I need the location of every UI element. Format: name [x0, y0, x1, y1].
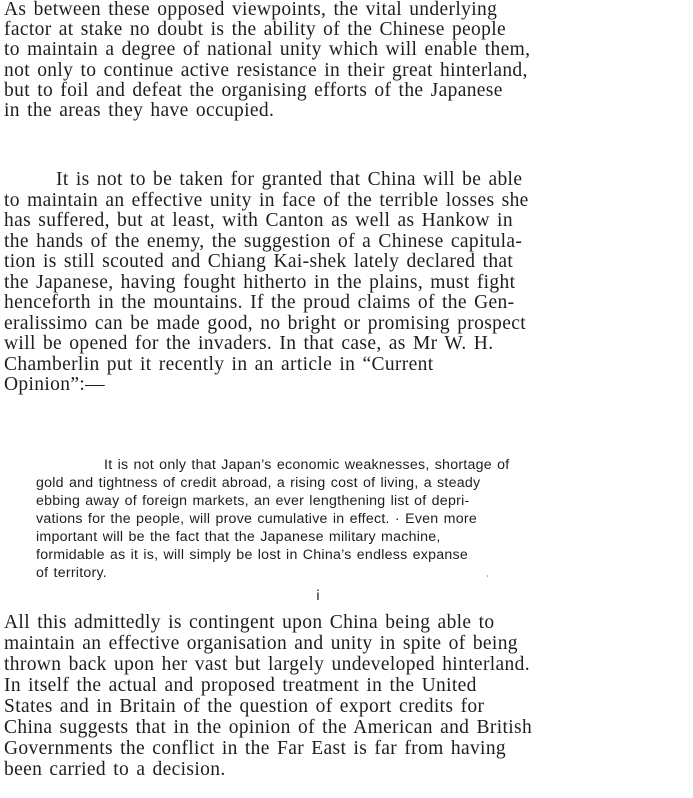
- paragraph-2-line-11: Opinion”:—: [4, 374, 105, 395]
- paragraph-2-line-6: the Japanese, having fought hitherto in the plains, must fight: [4, 272, 516, 293]
- paragraph-1-line-3: to maintain a degree of national unity which will enable them,: [4, 39, 531, 60]
- paragraph-2-line-9: will be opened for the invaders. In that case, as Mr W. H.: [4, 333, 494, 354]
- paragraph-2-line-3: has suffered, but at least, with Canton as well as Hankow in: [4, 210, 513, 231]
- paragraph-2-line-7: henceforth in the mountains. If the proud claims of the Gen-: [4, 292, 515, 313]
- paragraph-3-line-6: China suggests that in the opinion of the American and British: [4, 717, 533, 738]
- paragraph-1-line-1: As between these opposed viewpoints, the vital underlying: [4, 0, 498, 20]
- paragraph-3-line-3: thrown back upon her vast but largely undeveloped hinterland.: [4, 654, 530, 675]
- paragraph-1-line-4: not only to continue active resistance in their great hinterland,: [4, 60, 528, 81]
- quotation-line-7: of territory.: [36, 565, 107, 581]
- paragraph-3-line-8: been carried to a decision.: [4, 759, 226, 780]
- quotation-line-5: important will be the fact that the Japanese military machine,: [36, 529, 441, 545]
- quotation-line-1: It is not only that Japan’s economic weaknesses, shortage of: [104, 457, 510, 473]
- print-speck: ⅰ: [316, 589, 320, 604]
- quotation-line-6: formidable as it is, will simply be lost in China’s endless expanse: [36, 547, 469, 563]
- quotation-line-3: ebbing away of foreign markets, an ever lengthening list of depri-: [36, 493, 470, 509]
- paragraph-1-line-2: factor at stake no doubt is the ability of the Chinese people: [4, 19, 507, 40]
- paragraph-3-line-1: All this admittedly is contingent upon China being able to: [4, 612, 495, 633]
- paragraph-2-line-5: tion is still scouted and Chiang Kai-shek lately declared that: [4, 251, 514, 272]
- paragraph-3-line-5: States and in Britain of the question of export credits for: [4, 696, 485, 717]
- print-speck: ·: [486, 572, 489, 581]
- paragraph-2-line-4: the hands of the enemy, the suggestion of a Chinese capitula-: [4, 231, 523, 252]
- paragraph-2-line-10: Chamberlin put it recently in an article in “Current: [4, 354, 434, 375]
- quotation-line-2: gold and tightness of credit abroad, a rising cost of living, a steady: [36, 475, 481, 491]
- paragraph-1-line-6: in the areas they have occupied.: [4, 100, 275, 121]
- paragraph-2-line-2: to maintain an effective unity in face of the terrible losses she: [4, 190, 529, 211]
- paragraph-1-line-5: but to foil and defeat the organising efforts of the Japanese: [4, 80, 503, 101]
- paragraph-3-line-7: Governments the conflict in the Far East is far from having: [4, 738, 507, 759]
- paragraph-3-line-2: maintain an effective organisation and unity in spite of being: [4, 633, 518, 654]
- paragraph-2-line-1: It is not to be taken for granted that China will be able: [56, 169, 523, 190]
- paragraph-3-line-4: In itself the actual and proposed treatment in the United: [4, 675, 477, 696]
- paragraph-2-line-8: eralissimo can be made good, no bright or promising prospect: [4, 313, 527, 334]
- quotation-line-4: vations for the people, will prove cumulative in effect. · Even more: [36, 511, 477, 527]
